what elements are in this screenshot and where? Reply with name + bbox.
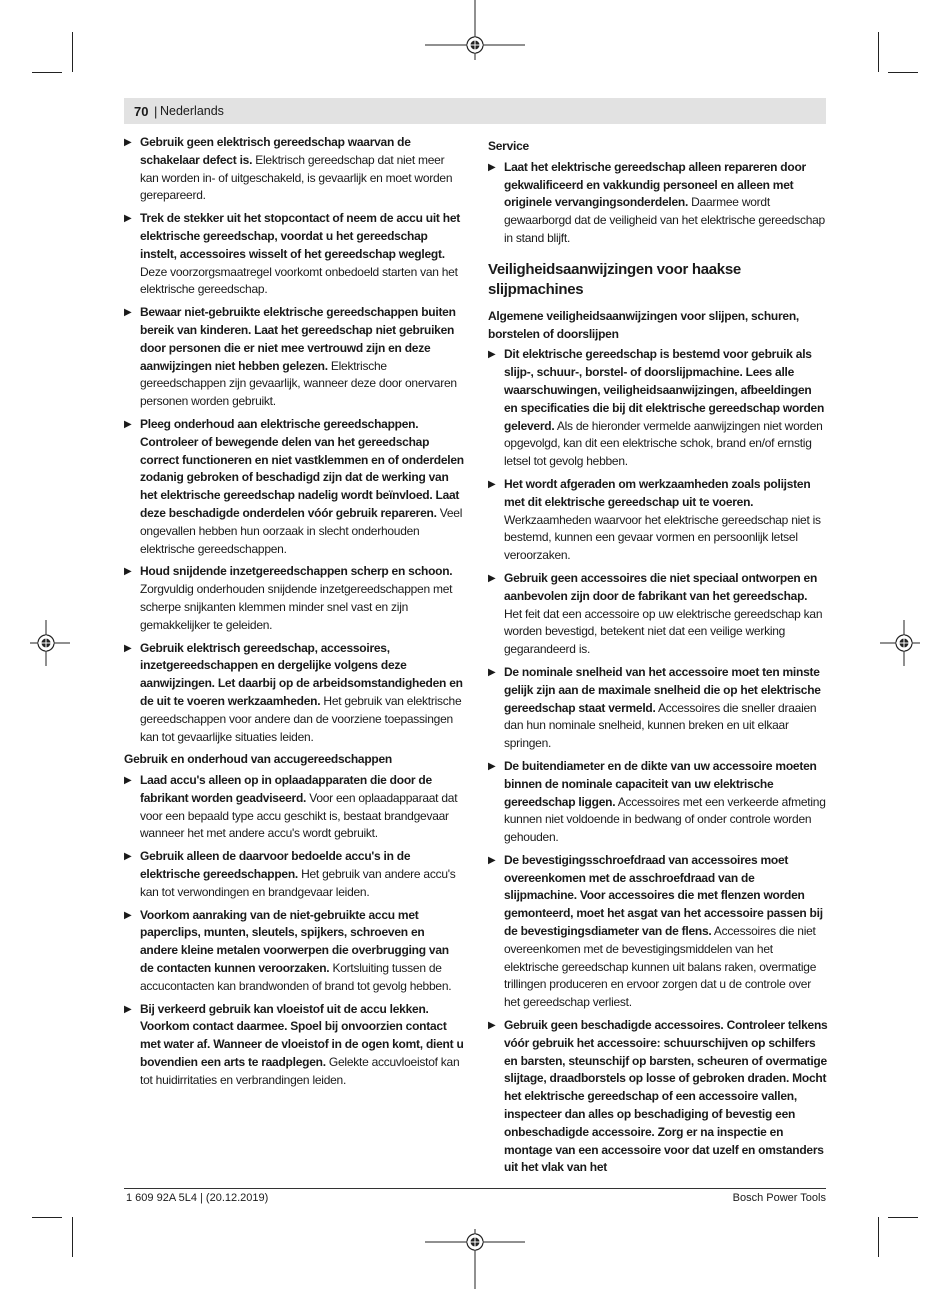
bullet-arrow-icon: ▶	[124, 1003, 132, 1015]
instruction-body-text: Elektrische gereedschappen zijn gevaarlijk, wanneer deze door onervaren personen worden gebruikt.	[140, 358, 457, 409]
instruction-bold-text: Houd snijdende inzetgereedschappen scherp en schoon.	[140, 564, 453, 579]
crop-mark	[878, 32, 879, 72]
instruction-body-text: Elektrisch gereedschap dat niet meer kan worden in- of uitgeschakeld, is gevaarlijk en moet worden gerepareerd.	[140, 152, 453, 203]
crop-mark	[878, 1217, 879, 1257]
bullet-arrow-icon: ▶	[124, 418, 132, 430]
instruction-bold-text: Gebruik elektrisch gereedschap, accessoires, inzetgereedschappen en dergelijke volgens deze aanwijzingen. Let daarbij op de arbeidsomstandigheden en de uit te voeren werkzaamheden.	[140, 640, 463, 708]
instruction-body-text: Voor een oplaadapparaat dat voor een bepaald type accu geschikt is, bestaat brandgevaar wanneer het met andere accu's wordt gebruikt.	[140, 790, 458, 841]
instruction-body-text: Het gebruik van elektrische gereedschappen voor andere dan de voorziene toepassingen kan tot gevaarlijke situaties leiden.	[140, 693, 462, 744]
safety-instruction-item	[488, 1017, 828, 1177]
instruction-body-text: Zorgvuldig onderhouden snijdende inzetgereedschappen met scherpe snijkanten klemmen minder snel vast en zijn gemakkelijker te geleiden.	[140, 582, 453, 632]
safety-instruction-item	[124, 640, 464, 747]
instruction-bold-text: Het wordt afgeraden om werkzaamheden zoals polijsten met dit elektrische gereedschap uit te voeren.	[504, 476, 811, 509]
bullet-arrow-icon: ▶	[124, 642, 132, 654]
instruction-bold-text: Laat het elektrische gereedschap alleen repareren door gekwalificeerd en vakkundig personeel en alleen met originele vervangingsonderdelen.	[504, 159, 806, 210]
instruction-body-text: Het feit dat een accessoire op uw elektrische gereedschap kan worden bevestigd, betekent niet dat een veilige werking gegarandeerd is.	[504, 606, 823, 657]
footer-document-id: 1 609 92A 5L4 | (20.12.2019)	[126, 1192, 269, 1204]
safety-instruction-item	[124, 772, 464, 843]
page-number: 70	[134, 104, 149, 119]
safety-instruction-item	[488, 852, 828, 1012]
safety-instruction-item	[488, 664, 828, 753]
safety-instruction-item	[488, 346, 828, 471]
section-subheading: Algemene veiligheidsaanwijzingen voor slijpen, schuren, borstelen of doorslijpen	[488, 308, 799, 341]
instruction-bold-text: Gebruik alleen de daarvoor bedoelde accu's in de elektrische gereedschappen.	[140, 849, 411, 882]
bullet-arrow-icon: ▶	[488, 349, 496, 361]
crop-mark	[72, 1217, 73, 1257]
safety-instruction-item	[124, 134, 464, 205]
instruction-body-text: Accessoires die niet overeenkomen met de bevestigingsmiddelen van het elektrische gereedschap kunnen uit balans raken, overmatige trillingen produceren en ervoor zorgen dat u de controle over het gereedschap verliest.	[504, 924, 817, 1010]
instruction-bold-text: Bij verkeerd gebruik kan vloeistof uit de accu lekken. Voorkom contact daarmee. Spoel bij onvoorzien contact met water af. Wanneer de vloeistof in de ogen komt, dient u bovendien een arts te raadplegen.	[140, 1001, 464, 1070]
safety-instruction-item	[488, 476, 828, 565]
registration-mark-icon	[425, 1229, 525, 1289]
safety-instruction-item	[124, 1001, 464, 1090]
instruction-body-text: Gelekte accuvloeistof kan tot huidirritaties en verbrandingen leiden.	[140, 1055, 460, 1087]
instruction-bold-text: Trek de stekker uit het stopcontact of neem de accu uit het elektrische gereedschap, voordat u het gereedschap instelt, accessoires wisselt of het gereedschap weglegt.	[140, 211, 461, 261]
instruction-body-text: Veel ongevallen hebben hun oorzaak in slecht onderhouden elektrische gereedschappen.	[140, 505, 463, 556]
instruction-bold-text: Bewaar niet-gebruikte elektrische gereedschappen buiten bereik van kinderen. Laat het gereedschap niet gebruiken door personen die er niet mee vertrouwd zijn en deze aanwijzingen niet hebben gelezen.	[140, 305, 456, 373]
bullet-arrow-icon: ▶	[488, 760, 496, 772]
instruction-body-text: Kortsluiting tussen de accucontacten kan brandwonden of brand tot gevolg hebben.	[140, 961, 452, 993]
bullet-arrow-icon: ▶	[488, 1020, 496, 1032]
safety-instruction-item	[124, 304, 464, 411]
crop-mark	[72, 32, 73, 72]
instruction-bold-text: Laad accu's alleen op in oplaadapparaten die door de fabrikant worden geadviseerd.	[140, 773, 432, 805]
section-subheading: Service	[488, 139, 529, 153]
instruction-body-text: Accessoires die sneller draaien dan hun nominale snelheid, kunnen breken en uit elkaar springen.	[504, 700, 817, 751]
bullet-arrow-icon: ▶	[488, 161, 496, 173]
instruction-bold-text: De bevestigingsschroefdraad van accessoires moet overeenkomen met de asschroefdraad van de slijpmachine. Voor accessoires die met flenzen worden gemonteerd, moet het asgat van het accessoire passen bij de bevestigingsdiameter van de flens.	[504, 852, 823, 939]
instruction-bold-text: Gebruik geen accessoires die niet speciaal ontworpen en aanbevolen zijn door de fabrikant van het gereedschap.	[504, 570, 818, 603]
registration-mark-icon	[425, 0, 525, 60]
bullet-arrow-icon: ▶	[488, 666, 496, 678]
bullet-arrow-icon: ▶	[124, 566, 132, 578]
bullet-arrow-icon: ▶	[124, 307, 132, 319]
instruction-bold-text: De buitendiameter en de dikte van uw accessoire moeten binnen de nominale capaciteit van uw elektrische gereedschap liggen.	[504, 758, 817, 809]
safety-instruction-item	[488, 570, 828, 659]
bullet-arrow-icon: ▶	[124, 851, 132, 863]
crop-mark	[32, 72, 62, 73]
bullet-arrow-icon: ▶	[124, 137, 132, 148]
header-separator: |	[154, 104, 158, 119]
section-heading: Veiligheidsaanwijzingen voor haakse slijpmachines	[488, 260, 741, 298]
safety-instruction-item	[124, 563, 464, 634]
instruction-bold-text: Pleeg onderhoud aan elektrische gereedschappen. Controleer of bewegende delen van het gereedschap correct functioneren en niet vastklemmen en of onderdelen zodanig gebroken of beschadigd zijn dat de werking van het elektrische gereedschap nadelig wordt beïnvloed. Laat deze beschadigde onderdelen vóór gebruik repareren.	[140, 416, 464, 520]
instruction-body-text: Accessoires met een verkeerde afmeting kunnen niet voldoende in bedwang of onder controle worden gehouden.	[504, 794, 826, 845]
registration-mark-icon	[880, 620, 920, 666]
bullet-arrow-icon: ▶	[124, 909, 132, 921]
instruction-body-text: Deze voorzorgsmaatregel voorkomt onbedoeld starten van het elektrische gereedschap.	[140, 264, 458, 297]
instruction-body-text: Werkzaamheden waarvoor het elektrische gereedschap niet is bestemd, kunnen een gevaar vormen en persoonlijk letsel veroorzaken.	[504, 512, 821, 563]
crop-mark	[32, 1217, 62, 1218]
instruction-bold-text: Dit elektrische gereedschap is bestemd voor gebruik als slijp-, schuur-, borstel- of doorslijpmachine. Lees alle waarschuwingen, veiligheidsaanwijzingen, afbeeldingen en specificaties die bij dit elektrische gereedschap worden geleverd.	[504, 347, 825, 433]
bullet-arrow-icon: ▶	[124, 213, 132, 225]
footer-divider	[124, 1188, 826, 1189]
safety-instruction-item	[124, 907, 464, 996]
bullet-arrow-icon: ▶	[124, 775, 132, 787]
bullet-arrow-icon: ▶	[488, 854, 496, 866]
header-language: Nederlands	[160, 104, 224, 118]
crop-mark	[888, 72, 918, 73]
right-column	[488, 134, 828, 1182]
section-subheading: Gebruik en onderhoud van accugereedschappen	[124, 752, 392, 767]
instruction-body-text: Het gebruik van andere accu's kan tot verwondingen en brandgevaar leiden.	[140, 867, 456, 899]
registration-mark-icon	[30, 620, 70, 666]
instruction-bold-text: Gebruik geen beschadigde accessoires. Controleer telkens vóór gebruik het accessoire: schuurschijven op schilfers en barsten, steunschijf op barsten, scheuren of overmatige slijtage, draadborstels op losse of gebroken draden. Mocht het elektrische gereedschap of een accessoire vallen, inspecteer dan alles op beschadiging of bevestig een onbeschadigde accessoire. Zorg er na inspectie en montage van een accessoire voor dat uzelf en omstanders uit het vlak van het	[504, 1018, 828, 1175]
left-column	[124, 134, 464, 1095]
bullet-arrow-icon: ▶	[488, 572, 496, 584]
crop-mark	[888, 1217, 918, 1218]
safety-instruction-item	[124, 848, 464, 901]
safety-instruction-item	[124, 210, 464, 299]
safety-instruction-item	[488, 758, 828, 847]
safety-instruction-item	[124, 416, 464, 558]
page-header	[124, 98, 826, 124]
instruction-bold-text: De nominale snelheid van het accessoire moet ten minste gelijk zijn aan de maximale snelheid die op het elektrische gereedschap staat vermeld.	[504, 664, 821, 715]
instruction-bold-text: Gebruik geen elektrisch gereedschap waarvan de schakelaar defect is.	[140, 135, 411, 167]
footer-brand: Bosch Power Tools	[732, 1192, 826, 1204]
instruction-body-text: Daarmee wordt gewaarborgd dat de veiligheid van het elektrische gereedschap in stand blijft.	[504, 195, 825, 245]
instruction-body-text: Als de hieronder vermelde aanwijzingen niet worden opgevolgd, kan dit een elektrische schok, brand en/of ernstig letsel tot gevolg hebben.	[504, 418, 823, 469]
instruction-bold-text: Voorkom aanraking van de niet-gebruikte accu met paperclips, munten, sleutels, spijkers, schroeven en andere kleine metalen voorwerpen die overbrugging van de contacten kunnen veroorzaken.	[140, 907, 449, 976]
bullet-arrow-icon: ▶	[488, 478, 496, 490]
safety-instruction-item	[488, 159, 828, 248]
